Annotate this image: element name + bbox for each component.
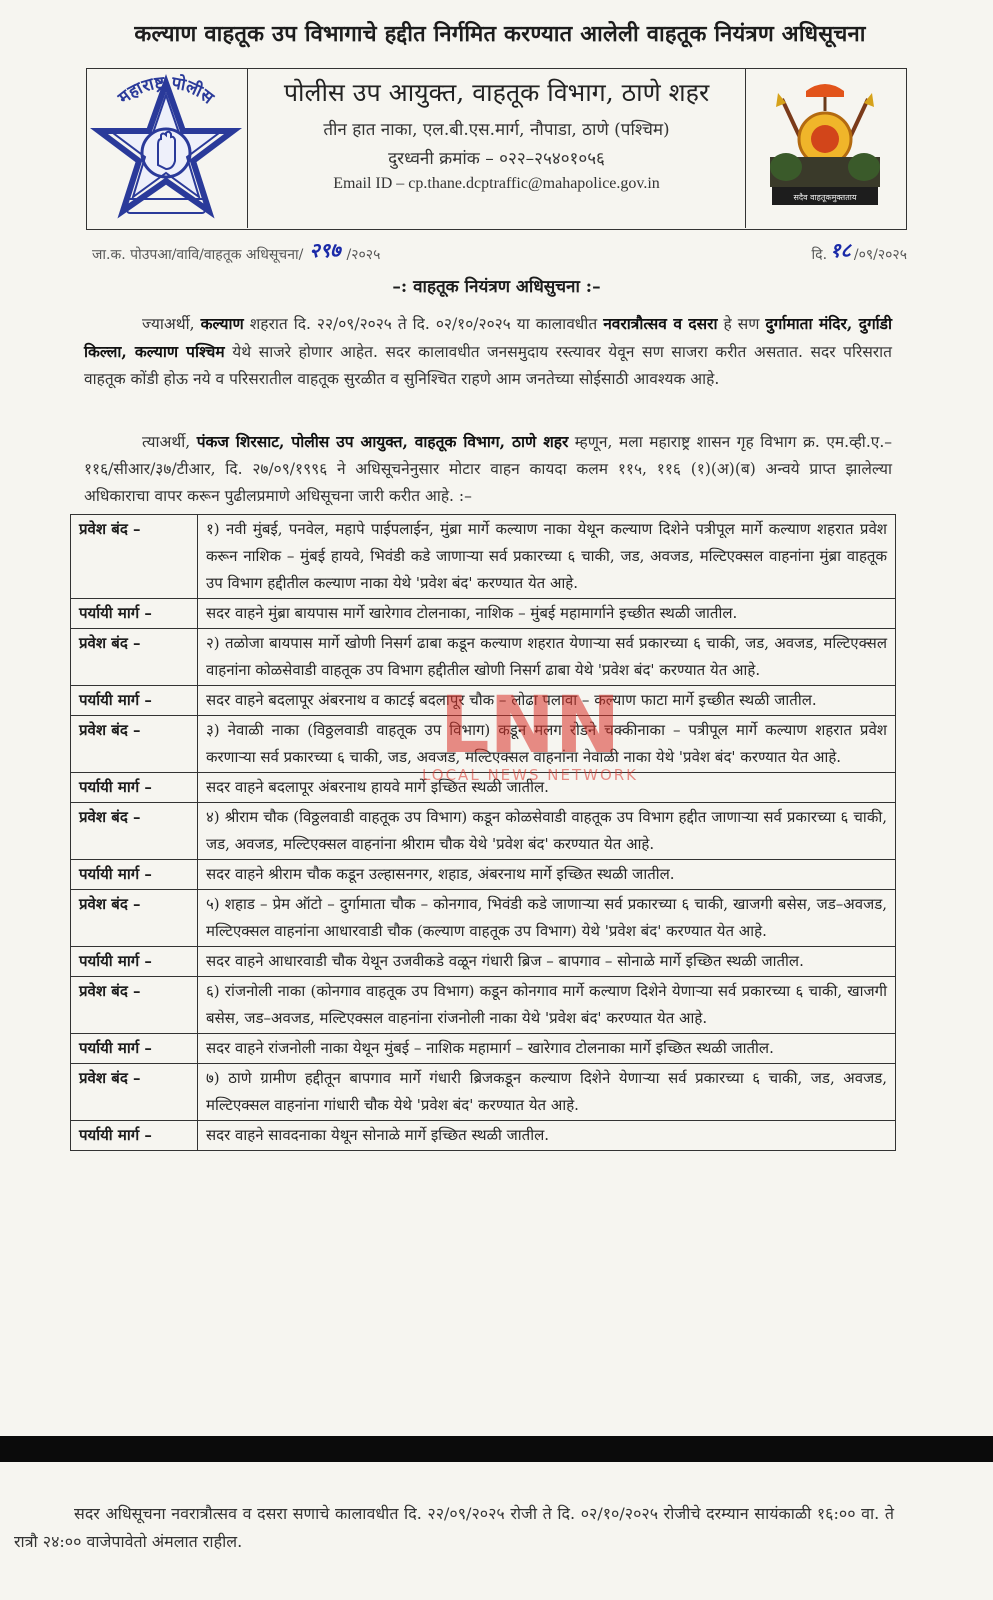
document-title: कल्याण वाहतूक उप विभागाचे हद्दीत निर्गमित करण्यात आलेली वाहतूक नियंत्रण अधिसूचना	[134, 21, 866, 47]
row-text: १) नवी मुंबई, पनवेल, महापे पाईपलाईन, मुंब्रा मार्गे कल्याण नाका येथून कल्याण दिशेने पत्रीपूल मार्गे कल्याण शहरात प्रवेश करून नाशिक – मुंबई हायवे, भिवंडी कडे जाणाऱ्या सर्व प्रकारच्या ६ चाकी, जड, अवजड, मल्टिएक्सल वाहनांना मुंब्रा वाहतूक उप विभाग हद्दीतील कल्याण नाका येथे 'प्रवेश बंद' करण्यात येत आहे.	[198, 515, 896, 599]
row-text: सदर वाहने बदलापूर अंबरनाथ हायवे मार्गे इच्छित स्थळी जातील.	[198, 773, 896, 803]
svg-text:LNN: LNN	[439, 681, 621, 771]
office-phone: दुरध्वनी क्रमांक – ०२२–२५४०१०५६	[388, 149, 605, 169]
office-name: पोलीस उप आयुक्त, वाहतूक विभाग, ठाणे शहर	[283, 78, 710, 107]
row-label: पर्यायी मार्ग –	[71, 1121, 198, 1151]
row-label: प्रवेश बंद –	[71, 977, 198, 1034]
text-run: शहरात दि. २२/०९/२०२५ ते दि. ०२/१०/२०२५ या कालावधीत	[243, 315, 604, 333]
reference-handwritten-number: २९७	[309, 238, 341, 262]
text-run: हे सण	[717, 315, 766, 333]
table-row	[71, 1034, 896, 1064]
table-row	[71, 860, 896, 890]
row-label: पर्यायी मार्ग –	[71, 773, 198, 803]
letterhead	[86, 68, 907, 230]
table-row	[71, 599, 896, 629]
bold-run: दुर्गामाता मंदिर, दुर्गाडी किल्ला, कल्याण पश्चिम	[84, 314, 892, 361]
star-emblem-icon	[87, 69, 245, 227]
row-label: प्रवेश बंद –	[71, 803, 198, 860]
paragraph-whereas	[84, 310, 892, 393]
table-row	[71, 803, 896, 860]
row-label: पर्यायी मार्ग –	[71, 947, 198, 977]
row-text: ६) रांजनोली नाका (कोनगाव वाहतूक उप विभाग) कडून कोनगाव मार्गे कल्याण दिशेने येणाऱ्या सर्व प्रकारच्या ६ चाकी, खाजगी बसेस, जड–अवजड, मल्टिएक्सल वाहनांना रांजनोली नाका येथे 'प्रवेश बंद' करण्यात येत आहे.	[198, 977, 896, 1034]
table-row	[71, 977, 896, 1034]
svg-text:LOCAL NEWS NETWORK: LOCAL NEWS NETWORK	[421, 766, 639, 784]
text-run: येथे साजरे होणार आहेत. सदर कालावधीत जनसमुदाय रस्त्यावर येवून सण साजरा करीत असतात. सदर परिसरात वाहतूक कोंडी होऊ नये व परिसरातील वाहतूक सुरळीत व सुनिश्चित राहणे आम जनतेच्या सोईसाठी आवश्यक आहे.	[84, 343, 892, 388]
row-label: प्रवेश बंद –	[71, 716, 198, 773]
office-address: तीन हात नाका, एल.बी.एस.मार्ग, नौपाडा, ठाणे (पश्चिम)	[323, 120, 670, 140]
row-label: प्रवेश बंद –	[71, 515, 198, 599]
row-text: ३) नेवाळी नाका (विठ्ठलवाडी वाहतूक उप विभाग) कडून मलग रोडने चक्कीनाका – पत्रीपूल मार्गे कल्याण शहरात प्रवेश करणाऱ्या सर्व प्रकारच्या ६ चाकी, जड, अवजड, मल्टिएक्सल वाहनांना नेवाळी नाका येथे 'प्रवेश बंद' करण्यात येत आहे.	[198, 716, 896, 773]
svg-text:सदैव वाहतूकमुक्तताय: सदैव वाहतूकमुक्तताय	[793, 193, 857, 202]
row-label: पर्यायी मार्ग –	[71, 599, 198, 629]
row-text: २) तळोजा बायपास मार्गे खोणी निसर्ग ढाबा कडून कल्याण शहरात येणाऱ्या सर्व प्रकारच्या ६ चाकी, जड, अवजड, मल्टिएक्सल वाहनांना कोळसेवाडी वाहतूक उप विभाग हद्दीतील खोणी निसर्ग ढाबा येथे 'प्रवेश बंद' करण्यात येत आहे.	[198, 629, 896, 686]
text-run: त्याअर्थी,	[142, 433, 197, 451]
table-row	[71, 515, 896, 599]
reference-line	[92, 234, 907, 263]
row-text: ५) शहाड – प्रेम ऑटो – दुर्गामाता चौक – कोनगाव, भिवंडी कडे जाणाऱ्या सर्व प्रकारच्या ६ चाकी, खाजगी बसेस, जड–अवजड, मल्टिएक्सल वाहनांना आधारवाडी चौक (कल्याण वाहतूक उप विभाग) येथे 'प्रवेश बंद' करण्यात येत आहे.	[198, 890, 896, 947]
row-label: प्रवेश बंद –	[71, 890, 198, 947]
row-label: प्रवेश बंद –	[71, 1064, 198, 1121]
table-row	[71, 947, 896, 977]
text-run: ज्याअर्थी,	[142, 315, 201, 333]
row-text: सदर वाहने बदलापूर अंबरनाथ व काटई बदलापूर चौक – लोढा पलावा – कल्याण फाटा मार्गे इच्छीत स्थळी जातील.	[198, 686, 896, 716]
table-row	[71, 890, 896, 947]
row-text: सदर वाहने आधारवाडी चौक येथून उजवीकडे वळून गंधारी ब्रिज – बापगाव – सोनाळे मार्गे इच्छित स्थळी जातील.	[198, 947, 896, 977]
table-row	[71, 1121, 896, 1151]
bold-run: नवरात्रौत्सव व दसरा	[603, 314, 718, 333]
table-row	[71, 686, 896, 716]
reference-year: /२०२५	[346, 247, 381, 263]
office-email: Email ID – cp.thane.dcptraffic@mahapolice.gov.in	[333, 175, 660, 192]
row-label: पर्यायी मार्ग –	[71, 686, 198, 716]
row-text: ४) श्रीराम चौक (विठ्ठलवाडी वाहतूक उप विभाग) कडून कोळसेवाडी वाहतूक उप विभाग हद्दीत जाणाऱ्या सर्व प्रकारच्या ६ चाकी, जड, अवजड, मल्टिएक्सल वाहनांना श्रीराम चौक येथे 'प्रवेश बंद' करण्यात येत आहे.	[198, 803, 896, 860]
row-text: ७) ठाणे ग्रामीण हद्दीतून बापगाव मार्गे गंधारी ब्रिजकडून कल्याण दिशेने येणाऱ्या सर्व प्रकारच्या ६ चाकी, जड, अवजड, मल्टिएक्सल वाहनांना गांधारी चौक येथे 'प्रवेश बंद' करण्यात येत आहे.	[198, 1064, 896, 1121]
rules-table	[70, 514, 896, 1151]
reference-date	[812, 238, 907, 265]
date-handwritten-day: १८	[830, 238, 851, 262]
date-rest: /०९/२०२५	[853, 247, 907, 263]
reference-prefix: जा.क. पोउपआ/वावि/वाहतूक अधिसूचना/	[92, 247, 304, 263]
table-row	[71, 716, 896, 773]
row-text: सदर वाहने रांजनोली नाका येथून मुंबई – नाशिक महामार्ग – खारेगाव टोलनाका मार्गे इच्छित स्थळी जातील.	[198, 1034, 896, 1064]
table-row	[71, 629, 896, 686]
table-row	[71, 1064, 896, 1121]
svg-text:महाराष्ट्र पोलीस: महाराष्ट्र पोलीस	[114, 72, 218, 109]
text-run: म्हणून, मला महाराष्ट्र शासन गृह विभाग क्र. एम.व्ही.ए.–११६/सीआर/३७/टीआर, दि. २७/०९/१९९६ ने अधिसूचनेनुसार मोटार वाहन कायदा कलम ११५, ११६ (१)(अ)(ब) अन्वये प्राप्त झालेल्या अधिकाराचा वापर करून पुढीलप्रमाणे अधिसूचना जारी करीत आहे. :–	[84, 433, 892, 505]
letterhead-text	[247, 69, 746, 228]
date-prefix: दि.	[811, 247, 828, 263]
row-text: सदर वाहने मुंब्रा बायपास मार्गे खारेगाव टोलनाका, नाशिक – मुंबई महामार्गाने इच्छीत स्थळी जातील.	[198, 599, 896, 629]
divider-bar	[0, 1436, 993, 1462]
reference-number	[92, 238, 380, 265]
paragraph-therefore	[84, 428, 892, 510]
row-text: सदर वाहने सावदनाका येथून सोनाळे मार्गे इच्छित स्थळी जातील.	[198, 1121, 896, 1151]
row-text: सदर वाहने श्रीराम चौक कडून उल्हासनगर, शहाड, अंबरनाथ मार्गे इच्छित स्थळी जातील.	[198, 860, 896, 890]
police-emblem-left	[87, 69, 248, 228]
row-label: पर्यायी मार्ग –	[71, 860, 198, 890]
row-label: पर्यायी मार्ग –	[71, 1034, 198, 1064]
royal-seal-icon	[746, 69, 904, 227]
bold-run: कल्याण	[200, 314, 244, 333]
bold-run: पंकज शिरसाट, पोलीस उप आयुक्त, वाहतूक विभाग, ठाणे शहर	[196, 432, 569, 451]
table-row	[71, 773, 896, 803]
traffic-emblem-right	[745, 69, 906, 228]
footer-validity-note: सदर अधिसूचना नवरात्रौत्सव व दसरा सणाचे कालावधीत दि. २२/०९/२०२५ रोजी ते दि. ०२/१०/२०२५ रोजीचे दरम्यान सायंकाळी १६:०० वा. ते रात्रौ २४:०० वाजेपावेतो अंमलात राहील.	[14, 1504, 894, 1551]
row-label: प्रवेश बंद –	[71, 629, 198, 686]
notice-heading: –: वाहतूक नियंत्रण अधिसुचना :–	[392, 277, 601, 297]
